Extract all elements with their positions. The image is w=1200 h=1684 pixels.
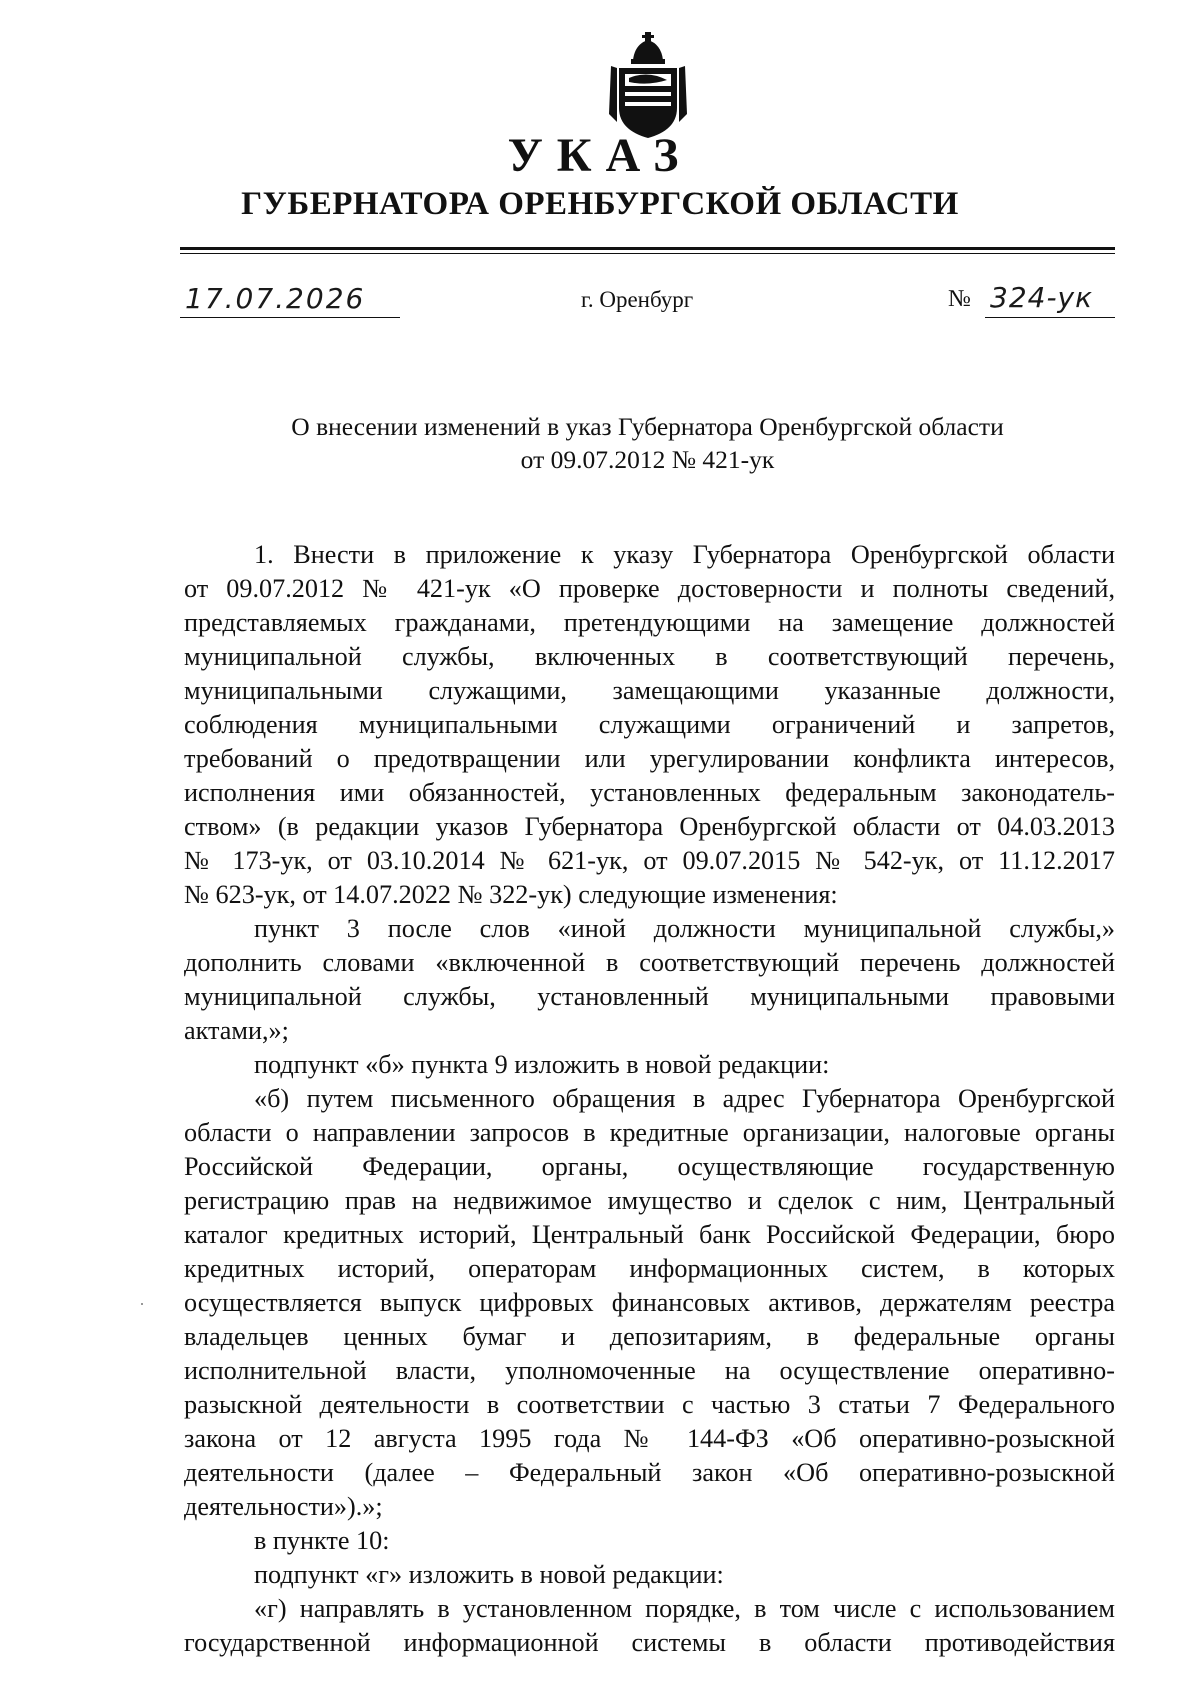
header-divider-thin	[180, 253, 1115, 254]
body-line: соблюдения муниципальными служащими ограничений и запретов,	[184, 710, 1115, 739]
decree-body	[184, 538, 1115, 1660]
body-line: разыскной деятельности в соответствии с частью 3 статьи 7 Федерального	[184, 1390, 1115, 1419]
decree-number: 324-ук	[990, 281, 1094, 314]
issuer-title: ГУБЕРНАТОРА ОРЕНБУРГСКОЙ ОБЛАСТИ	[241, 186, 959, 222]
number-underline	[985, 317, 1115, 318]
body-line: 1. Внести в приложение к указу Губернатора Оренбургской области	[254, 540, 1115, 569]
body-line: области о направлении запросов в кредитные организации, налоговые органы	[184, 1118, 1115, 1147]
coat-of-arms-emblem	[605, 30, 691, 142]
body-line: подпункт «г» изложить в новой редакции:	[254, 1560, 724, 1589]
body-line: от 09.07.2012 № 421-ук «О проверке достоверности и полноты сведений,	[184, 574, 1115, 603]
body-line: государственной информационной системы в области противодействия	[184, 1628, 1115, 1657]
body-line: муниципальными служащими, замещающими указанные должности,	[184, 676, 1115, 705]
body-line: деятельности (далее – Федеральный закон «Об оперативно-розыскной	[184, 1458, 1115, 1487]
body-line: закона от 12 августа 1995 года № 144-ФЗ «Об оперативно-розыскной	[184, 1424, 1115, 1453]
body-line: осуществляется выпуск цифровых финансовых активов, держателям реестра	[184, 1288, 1115, 1317]
body-line: № 173-ук, от 03.10.2014 № 621-ук, от 09.07.2015 № 542-ук, от 11.12.2017	[184, 846, 1115, 875]
decree-date: 17.07.2026	[185, 282, 366, 315]
body-line: Российской Федерации, органы, осуществляющие государственную	[184, 1152, 1115, 1181]
body-line: представляемых гражданами, претендующими на замещение должностей	[184, 608, 1115, 637]
subject-line: О внесении изменений в указ Губернатора Оренбургской области	[291, 412, 1004, 441]
body-line: дополнить словами «включенной в соответствующий перечень должностей	[184, 948, 1115, 977]
body-line: исполнительной власти, уполномоченные на осуществление оперативно-	[184, 1356, 1115, 1385]
body-line: деятельности»).»;	[184, 1492, 383, 1521]
body-line: каталог кредитных историй, Центральный банк Российской Федерации, бюро	[184, 1220, 1115, 1249]
decree-title: УКАЗ	[507, 129, 693, 182]
body-line: муниципальной службы, установленный муниципальными правовыми	[184, 982, 1115, 1011]
body-line: в пункте 10:	[254, 1526, 390, 1555]
body-line: № 623-ук, от 14.07.2022 № 322-ук) следующие изменения:	[184, 880, 838, 909]
body-line: муниципальной службы, включенных в соответствующий перечень,	[184, 642, 1115, 671]
decree-city: г. Оренбург	[581, 287, 694, 312]
number-label: №	[948, 286, 971, 312]
body-line: подпункт «б» пункта 9 изложить в новой редакции:	[254, 1050, 830, 1079]
body-line: «г) направлять в установленном порядке, в том числе с использованием	[254, 1594, 1115, 1623]
body-line: владельцев ценных бумаг и депозитариям, в федеральные органы	[184, 1322, 1115, 1351]
body-line: требований о предотвращении или урегулировании конфликта интересов,	[184, 744, 1115, 773]
body-line: актами,»;	[184, 1016, 289, 1045]
body-line: ством» (в редакции указов Губернатора Оренбургской области от 04.03.2013	[184, 812, 1115, 841]
body-line: регистрацию прав на недвижимое имущество и сделок с ним, Центральный	[184, 1186, 1115, 1215]
body-line: «б) путем письменного обращения в адрес Губернатора Оренбургской	[254, 1084, 1115, 1113]
subject-line: от 09.07.2012 № 421-ук	[520, 445, 775, 474]
decree-subject	[180, 410, 1115, 476]
body-line: исполнения ими обязанностей, установленных федеральным законодатель-	[184, 778, 1115, 807]
body-line: кредитных историй, операторам информационных систем, в которых	[184, 1254, 1115, 1283]
date-underline	[180, 317, 400, 318]
scan-speck	[141, 1303, 143, 1305]
header-divider-thick	[180, 247, 1115, 250]
body-line: пункт 3 после слов «иной должности муниципальной службы,»	[254, 914, 1115, 943]
